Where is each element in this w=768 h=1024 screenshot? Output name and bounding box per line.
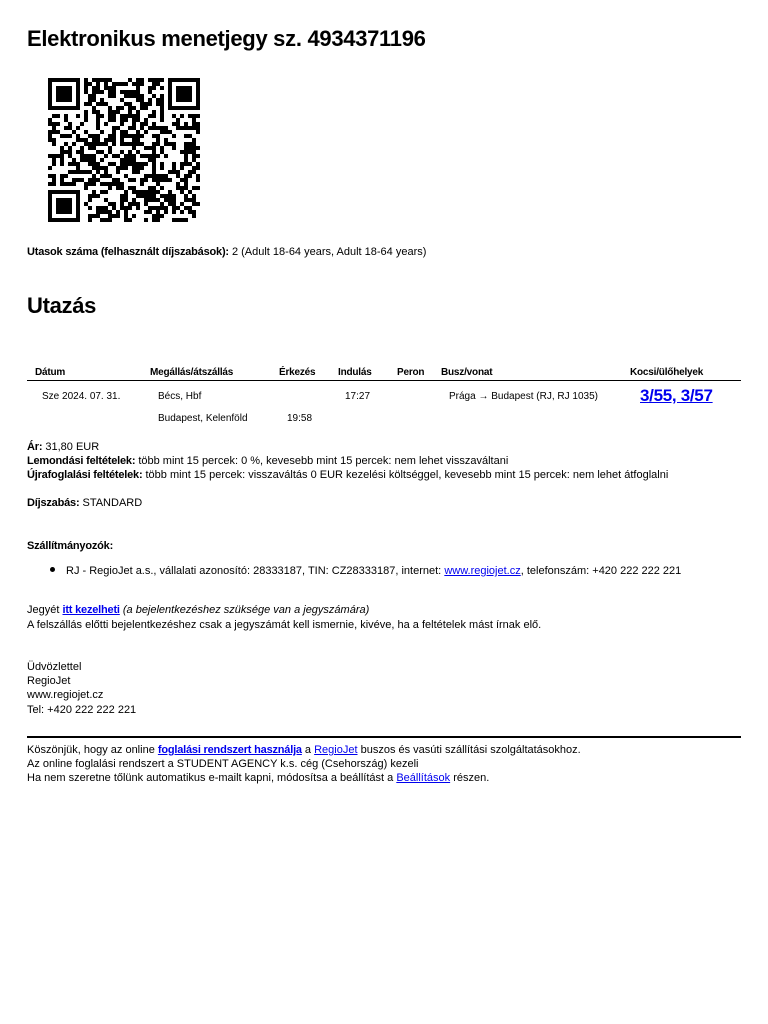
- cancel-value: több mint 15 percek: 0 %, kevesebb mint 15 percek: nem lehet visszaváltani: [138, 455, 509, 467]
- row2-stop: Budapest, Kelenföld: [158, 413, 248, 424]
- col-date-header: Dátum: [35, 367, 66, 378]
- carrier-item: [66, 564, 681, 578]
- col-arrival-header: Érkezés: [279, 367, 316, 378]
- journey-section-title: Utazás: [27, 293, 97, 318]
- settings-link[interactable]: Beállítások: [396, 772, 451, 784]
- footer-line1: [27, 743, 581, 757]
- carrier-website-link[interactable]: www.regiojet.cz: [444, 565, 521, 577]
- manage-note: (a bejelentkezéshez szüksége van a jegyszámára): [122, 604, 370, 616]
- tariff-line: [27, 496, 142, 510]
- footer-divider: [27, 736, 741, 738]
- carrier-phone: , telefonszám: +420 222 222 221: [520, 565, 682, 577]
- price-line: [27, 440, 99, 454]
- col-platform-header: Peron: [397, 367, 425, 378]
- footer-line1-mid: a: [304, 744, 312, 756]
- qr-code: [48, 78, 200, 222]
- manage-prefix: Jegyét: [27, 604, 60, 616]
- footer-line3-suffix: részen.: [453, 772, 490, 784]
- rebooking-conditions: [27, 468, 668, 482]
- footer-line2: Az online foglalási rendszert a STUDENT AGENCY k.s. cég (Csehország) kezeli: [27, 758, 419, 770]
- tariff-value: STANDARD: [82, 497, 143, 509]
- carrier-info: RJ - RegioJet a.s., vállalati azonosító: 28333187, TIN: CZ28333187, internet:: [66, 565, 442, 577]
- regiojet-link[interactable]: RegioJet: [314, 744, 358, 756]
- seat-numbers-link[interactable]: 3/55, 3/57: [640, 386, 713, 405]
- row1-stop: Bécs, Hbf: [158, 391, 202, 402]
- signature-company: RegioJet: [27, 675, 71, 687]
- passengers-label: Utasok száma (felhasznált díjszabások):: [27, 246, 229, 258]
- cancel-label: Lemondási feltételek:: [27, 455, 136, 467]
- rebook-value: több mint 15 percek: visszaváltás 0 EUR kezelési költséggel, kevesebb mint 15 percek: nem lehet átfoglalni: [145, 469, 669, 481]
- row2-arrival: 19:58: [287, 413, 313, 424]
- col-stop-header: Megállás/átszállás: [150, 367, 234, 378]
- manage-ticket-line: [27, 603, 369, 617]
- col-departure-header: Indulás: [338, 367, 372, 378]
- signature-tel: Tel: +420 222 222 221: [27, 704, 137, 716]
- cancellation-conditions: [27, 454, 508, 468]
- price-value: 31,80 EUR: [45, 441, 100, 453]
- footer-line1-suffix: buszos és vasúti szállítási szolgáltatásokhoz.: [360, 744, 581, 756]
- rebook-label: Újrafoglalási feltételek:: [27, 469, 143, 481]
- price-label: Ár:: [27, 441, 43, 453]
- ticket-title: Elektronikus menetjegy sz. 4934371196: [27, 26, 426, 51]
- bullet-icon: [50, 567, 55, 572]
- checkin-info: A felszállás előtti bejelentkezéshez csak a jegyszámát kell ismernie, kivéve, ha a feltételek mást írnak elő.: [27, 619, 542, 631]
- passenger-count: [27, 245, 426, 259]
- table-header-divider: [27, 380, 741, 381]
- booking-system-link[interactable]: foglalási rendszert használja: [157, 744, 302, 756]
- tariff-label: Díjszabás:: [27, 497, 80, 509]
- row1-departure: 17:27: [345, 391, 371, 402]
- carriers-label: Szállítmányozók:: [27, 540, 114, 552]
- signature-web: www.regiojet.cz: [27, 689, 104, 701]
- footer-line3: [27, 771, 489, 785]
- passengers-value: 2 (Adult 18-64 years, Adult 18-64 years): [231, 246, 427, 258]
- manage-ticket-link[interactable]: itt kezelheti: [62, 604, 120, 616]
- footer-line1-prefix: Köszönjük, hogy az online: [27, 744, 155, 756]
- col-line-header: Busz/vonat: [441, 367, 493, 378]
- row1-date: Sze 2024. 07. 31.: [42, 391, 121, 402]
- footer-line3-prefix: Ha nem szeretne tőlünk automatikus e-mailt kapni, módosítsa a beállítást a: [27, 772, 394, 784]
- signature-greeting: Üdvözlettel: [27, 661, 82, 673]
- row1-line: Prága → Budapest (RJ, RJ 1035): [449, 391, 598, 402]
- col-seats-header: Kocsi/ülőhelyek: [630, 367, 704, 378]
